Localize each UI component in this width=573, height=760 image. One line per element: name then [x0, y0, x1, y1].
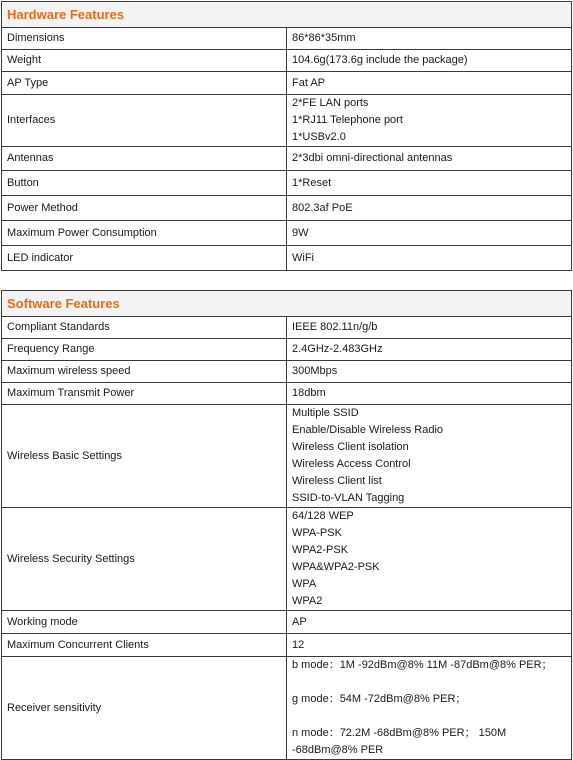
spec-value	[287, 657, 572, 760]
spec-value-line: 12	[292, 638, 305, 651]
table-row	[2, 95, 572, 147]
spec-label: Interfaces	[2, 95, 287, 147]
hardware-features-title: Hardware Features	[2, 2, 572, 28]
spec-value-line: 104.6g(173.6g include the package)	[292, 54, 468, 66]
spec-label: Maximum Power Consumption	[2, 221, 287, 246]
spec-value	[287, 95, 572, 147]
spec-value	[287, 246, 572, 271]
table-row	[2, 317, 572, 339]
spec-value-line: b mode：1M -92dBm@8% 11M -87dBm@8% PER；	[292, 659, 553, 671]
spec-value-line: n mode：72.2M -68dBm@8% PER； 150M -68dBm@8% PER	[292, 727, 507, 756]
spec-value-line: Fat AP	[292, 76, 326, 89]
spec-value-line: 2*3dbi omni-directional antennas	[292, 152, 453, 164]
spec-value-line: WPA2-PSK	[292, 544, 349, 556]
spec-value-line: WPA2	[292, 595, 323, 607]
hardware-header-row	[2, 2, 572, 28]
table-row	[2, 611, 572, 634]
software-features-title: Software Features	[2, 291, 572, 317]
spec-label: Frequency Range	[2, 339, 287, 361]
spec-value-line: SSID-to-VLAN Tagging	[292, 492, 405, 504]
spec-value-line: Wireless Client isolation	[292, 441, 409, 453]
spec-label: LED indicator	[2, 246, 287, 271]
spec-value	[287, 72, 572, 95]
spec-label: Receiver sensitivity	[2, 657, 287, 760]
spec-value	[287, 50, 572, 72]
table-row	[2, 147, 572, 171]
spec-label: AP Type	[2, 72, 287, 95]
spec-value-line: 300Mbps	[292, 365, 338, 377]
spec-value	[287, 221, 572, 246]
spec-value-line: WPA	[292, 578, 317, 590]
spec-label: Working mode	[2, 611, 287, 634]
table-row	[2, 405, 572, 508]
spec-label: Button	[2, 171, 287, 196]
table-row	[2, 221, 572, 246]
spec-label: Antennas	[2, 147, 287, 171]
table-row	[2, 196, 572, 221]
spec-value-line: 9W	[292, 226, 309, 239]
spec-value-line: 2*FE LAN ports	[292, 97, 369, 109]
spec-value-line: WiFi	[292, 251, 314, 264]
spec-value	[287, 196, 572, 221]
spec-value	[287, 383, 572, 405]
spec-label: Dimensions	[2, 28, 287, 50]
table-row	[2, 50, 572, 72]
table-row	[2, 171, 572, 196]
table-row	[2, 339, 572, 361]
table-row	[2, 508, 572, 611]
spec-value	[287, 634, 572, 657]
spec-value	[287, 28, 572, 50]
software-features-table	[1, 290, 572, 760]
spec-label: Compliant Standards	[2, 317, 287, 339]
spec-label: Maximum Concurrent Clients	[2, 634, 287, 657]
spec-label: Wireless Basic Settings	[2, 405, 287, 508]
spec-value-line: IEEE 802.11n/g/b	[292, 321, 378, 333]
spec-value-line: Enable/Disable Wireless Radio	[292, 424, 444, 436]
spec-value	[287, 147, 572, 171]
table-row	[2, 246, 572, 271]
spec-label: Weight	[2, 50, 287, 72]
spec-value-line: Wireless Access Control	[292, 458, 411, 470]
table-row	[2, 28, 572, 50]
spec-value	[287, 339, 572, 361]
spec-value-line: WPA-PSK	[292, 527, 342, 539]
software-header-row	[2, 291, 572, 317]
spec-value-line: g mode：54M -72dBm@8% PER；	[292, 693, 467, 705]
spec-value	[287, 611, 572, 634]
hardware-features-table	[1, 1, 572, 271]
spec-value-line: Multiple SSID	[292, 407, 359, 419]
spec-label: Wireless Security Settings	[2, 508, 287, 611]
spec-value-line: 2.4GHz-2.483GHz	[292, 343, 383, 355]
spacer	[292, 674, 571, 691]
spec-label: Power Method	[2, 196, 287, 221]
table-row	[2, 72, 572, 95]
spec-value-line: WPA&WPA2-PSK	[292, 561, 380, 573]
spec-value	[287, 171, 572, 196]
table-row	[2, 657, 572, 760]
spec-value-line: AP	[292, 615, 307, 628]
spec-value-line: Wireless Client list	[292, 475, 382, 487]
spec-value-line: 64/128 WEP	[292, 510, 354, 522]
spec-value-line: 1*USBv2.0	[292, 131, 346, 143]
spacer	[292, 708, 571, 725]
spec-value-line: 1*Reset	[292, 176, 332, 189]
spec-value	[287, 508, 572, 611]
table-row	[2, 634, 572, 657]
spec-value	[287, 405, 572, 508]
spec-value	[287, 317, 572, 339]
spec-value	[287, 361, 572, 383]
spec-value-line: 18dbm	[292, 387, 326, 399]
spec-label: Maximum wireless speed	[2, 361, 287, 383]
spec-value-line: 86*86*35mm	[292, 32, 356, 44]
table-row	[2, 361, 572, 383]
spec-value-line: 1*RJ11 Telephone port	[292, 114, 403, 126]
table-row	[2, 383, 572, 405]
spec-label: Maximum Transmit Power	[2, 383, 287, 405]
spec-value-line: 802.3af PoE	[292, 201, 353, 214]
